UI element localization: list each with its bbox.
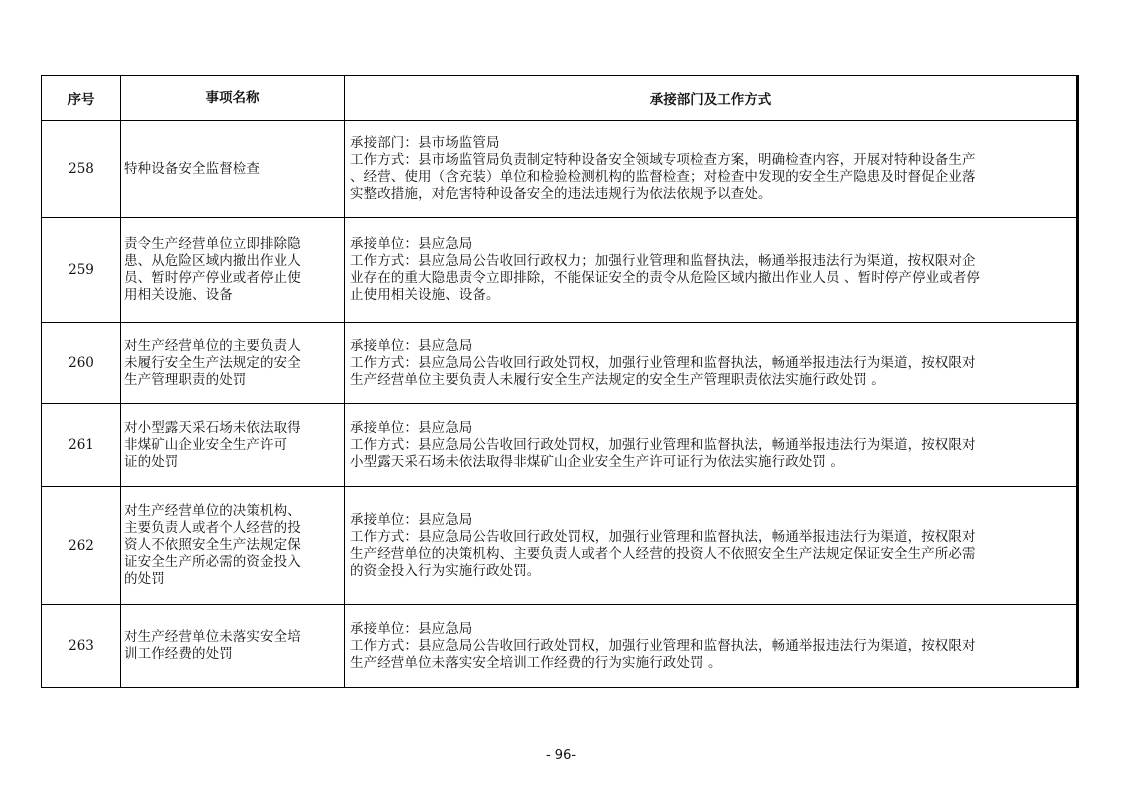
department-method: 承接单位：县应急局 工作方式：县应急局公告收回行政权力；加强行业管理和监督执法，畅通举报违法行为渠道，按权限对企 业存在的重大隐患责令立即排除，不能保证安全的责令从危险区域内撤出作业人员 、暂时停产停业或者停 止使用相关设施、设备。 (350, 236, 980, 303)
table-row (42, 323, 1078, 404)
table-row (42, 121, 1078, 218)
page-number: - 96- (545, 748, 577, 763)
item-name: 对小型露天采石场未依法取得 非煤矿山企业安全生产许可 证的处罚 (124, 419, 301, 470)
department-method: 承接单位：县应急局 工作方式：县应急局公告收回行政处罚权，加强行业管理和监督执法，畅通举报违法行为渠道，按权限对 生产经营单位的决策机构、主要负责人或者个人经营的投资人不依照安全生产法规定保证安全生产所必需 的资金投入行为实施行政处罚。 (350, 511, 976, 579)
item-name: 对生产经营单位未落实安全培 训工作经费的处罚 (124, 629, 301, 662)
item-name: 特种设备安全监督检查 (124, 160, 260, 177)
item-name-cell (121, 323, 345, 404)
department-method: 承接单位：县应急局 工作方式：县应急局公告收回行政处罚权，加强行业管理和监督执法，畅通举报违法行为渠道，按权限对 生产经营单位未落实安全培训工作经费的行为实施行政处罚 。 (350, 620, 976, 671)
table-row (42, 218, 1078, 323)
table-row (42, 487, 1078, 605)
department-cell (345, 404, 1078, 487)
item-name-cell (121, 404, 345, 487)
item-name-cell (121, 605, 345, 688)
matters-table (41, 75, 1079, 688)
department-cell (345, 487, 1078, 605)
header-item-name: 事项名称 (121, 76, 345, 121)
row-number: 259 (42, 218, 121, 323)
department-cell (345, 218, 1078, 323)
item-name: 责令生产经营单位立即排除隐 患、从危险区域内撤出作业人 员、暂时停产停业或者停止使 用相关设施、设备 (124, 236, 301, 303)
item-name: 对生产经营单位的主要负责人 未履行安全生产法规定的安全 生产管理职责的处罚 (124, 337, 301, 388)
item-name: 对生产经营单位的决策机构、 主要负责人或者个人经营的投 资人不依照安全生产法规定保 证安全生产所必需的资金投入 的处罚 (124, 503, 301, 587)
department-method: 承接部门：县市场监管局 工作方式：县市场监管局负责制定特种设备安全领域专项检查方案，明确检查内容，开展对特种设备生产 、经营、使用（含充装）单位和检验检测机构的监督检查；对检查中发现的安全生产隐患及时督促企业落 实整改措施，对危害特种设备安全的违法违规行为依法依规予以查处。 (350, 135, 976, 202)
header-serial-number: 序号 (42, 76, 121, 121)
department-method: 承接单位：县应急局 工作方式：县应急局公告收回行政处罚权，加强行业管理和监督执法，畅通举报违法行为渠道，按权限对 生产经营单位主要负责人未履行安全生产法规定的安全生产管理职责依法实施行政处罚 。 (350, 337, 976, 388)
row-number: 262 (42, 487, 121, 605)
department-method: 承接单位：县应急局 工作方式：县应急局公告收回行政处罚权，加强行业管理和监督执法，畅通举报违法行为渠道，按权限对 小型露天采石场未依法取得非煤矿山企业安全生产许可证行为依法实施行政处罚 。 (350, 419, 976, 470)
item-name-cell (121, 487, 345, 605)
row-number: 263 (42, 605, 121, 688)
header-row (42, 76, 1078, 121)
item-name-cell (121, 121, 345, 218)
table-row (42, 404, 1078, 487)
department-cell (345, 605, 1078, 688)
row-number: 258 (42, 121, 121, 218)
department-cell (345, 323, 1078, 404)
header-department-method: 承接部门及工作方式 (345, 76, 1078, 121)
table-row (42, 605, 1078, 688)
row-number: 260 (42, 323, 121, 404)
item-name-cell (121, 218, 345, 323)
row-number: 261 (42, 404, 121, 487)
department-cell (345, 121, 1078, 218)
